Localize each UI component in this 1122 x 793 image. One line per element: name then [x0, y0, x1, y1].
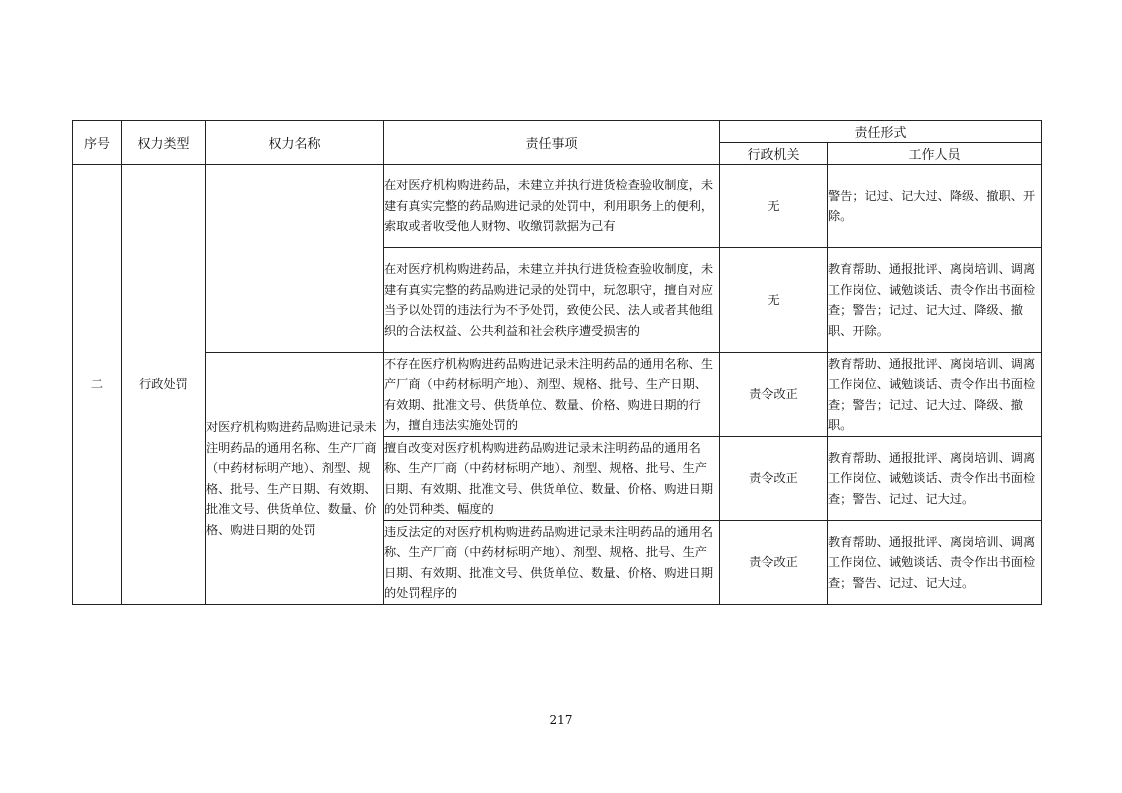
- admin-org-cell: 责令改正: [720, 521, 828, 605]
- admin-org-cell: 无: [720, 165, 828, 248]
- table-row: [73, 165, 1042, 248]
- page-number: 217: [549, 713, 573, 727]
- header-power-name: 权力名称: [206, 121, 384, 165]
- duty-cell: 不存在医疗机构购进药品购进记录未注明药品的通用名称、生产厂商（中药材标明产地）、剂型、规格、批号、生产日期、有效期、批准文号、供货单位、数量、价格、购进日期的行为，擅自违法实施处罚的: [384, 353, 720, 437]
- power-name-cell: 对医疗机构购进药品购进记录未注明药品的通用名称、生产厂商（中药材标明产地）、剂型、规格、批号、生产日期、有效期、批准文号、供货单位、数量、价格、购进日期的处罚: [206, 353, 384, 605]
- table-row: [73, 353, 1042, 437]
- header-duty-form: 责任形式: [720, 121, 1042, 143]
- admin-org-cell: 无: [720, 248, 828, 353]
- staff-cell: 教育帮助、通报批评、离岗培训、调离工作岗位、诫勉谈话、责令作出书面检查；警告、记过、记大过。: [828, 437, 1042, 521]
- power-name-cell-empty: [206, 165, 384, 353]
- responsibility-table: [72, 120, 1042, 605]
- staff-cell: 警告；记过、记大过、降级、撤职、开除。: [828, 165, 1042, 248]
- staff-cell: 教育帮助、通报批评、离岗培训、调离工作岗位、诫勉谈话、责令作出书面检查；警告、记过、记大过。: [828, 521, 1042, 605]
- header-staff: 工作人员: [828, 143, 1042, 165]
- power-type-cell: 行政处罚: [122, 165, 206, 605]
- seq-cell: 二: [73, 165, 122, 605]
- admin-org-cell: 责令改正: [720, 437, 828, 521]
- header-duty-items: 责任事项: [384, 121, 720, 165]
- header-seq: 序号: [73, 121, 122, 165]
- duty-cell: 在对医疗机构购进药品，未建立并执行进货检查验收制度，未建有真实完整的药品购进记录的处罚中，玩忽职守，擅自对应当予以处罚的违法行为不予处罚，致使公民、法人或者其他组织的合法权益、公共利益和社会秩序遭受损害的: [384, 248, 720, 353]
- header-power-type: 权力类型: [122, 121, 206, 165]
- duty-cell: 违反法定的对医疗机构购进药品购进记录未注明药品的通用名称、生产厂商（中药材标明产地）、剂型、规格、批号、生产日期、有效期、批准文号、供货单位、数量、价格、购进日期的处罚程序的: [384, 521, 720, 605]
- admin-org-cell: 责令改正: [720, 353, 828, 437]
- duty-cell: 在对医疗机构购进药品，未建立并执行进货检查验收制度，未建有真实完整的药品购进记录的处罚中，利用职务上的便利，索取或者收受他人财物、收缴罚款据为己有: [384, 165, 720, 248]
- staff-cell: 教育帮助、通报批评、离岗培训、调离工作岗位、诫勉谈话、责令作出书面检查；警告；记过、记大过、降级、撤职、开除。: [828, 248, 1042, 353]
- header-admin-org: 行政机关: [720, 143, 828, 165]
- staff-cell: 教育帮助、通报批评、离岗培训、调离工作岗位、诫勉谈话、责令作出书面检查；警告；记过、记大过、降级、撤职。: [828, 353, 1042, 437]
- duty-cell: 擅自改变对医疗机构购进药品购进记录未注明药品的通用名称、生产厂商（中药材标明产地）、剂型、规格、批号、生产日期、有效期、批准文号、供货单位、数量、价格、购进日期的处罚种类、幅度的: [384, 437, 720, 521]
